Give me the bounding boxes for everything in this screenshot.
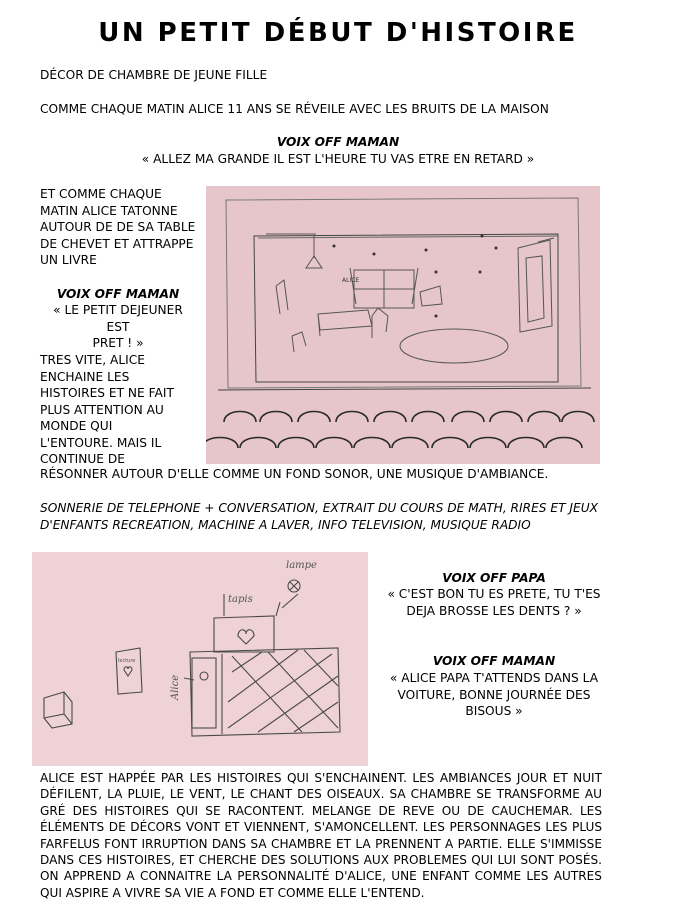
audience-head	[452, 412, 484, 423]
audience-head	[508, 438, 544, 449]
morning-line: COMME CHAQUE MATIN ALICE 11 ANS SE RÉVEILE AVEC LES BRUITS DE LA MAISON	[40, 102, 549, 116]
audience-head	[432, 438, 468, 449]
resonate-line: RÉSONNER AUTOUR D'ELLE COMME UN FOND SONOR, UNE MUSIQUE D'AMBIANCE.	[40, 467, 549, 481]
audience-head	[224, 412, 256, 423]
sound-list-line: D'ENFANTS RECREATION, MACHINE A LAVER, INFO TELEVISION, MUSIQUE RADIO	[40, 518, 531, 532]
alice-label: ALICE	[342, 277, 360, 284]
voice-off-papa-speaker: VOIX OFF PAPA	[442, 571, 546, 585]
page-title: UN PETIT DÉBUT D'HISTOIRE	[98, 18, 578, 48]
action-line: ET COMME CHAQUE	[40, 187, 162, 201]
voice-maman3-line: VOITURE, BONNE JOURNÉE DES	[397, 687, 591, 702]
bedroom-sketch-drawing	[32, 552, 368, 766]
audience-head	[354, 438, 390, 449]
action-paragraph	[40, 186, 196, 269]
audience-head	[206, 438, 238, 449]
audience-head	[562, 412, 594, 423]
alice-label: Alice	[170, 674, 181, 700]
final-paragraph: ALICE EST HAPPÉE PAR LES HISTOIRES QUI S'ENCHAINENT. LES AMBIANCES JOUR ET NUIT DÉFILENT, LA PLUIE, LE VENT, LE CHANT DES OISEAUX. SA CHAMBRE SE TRANSFORME AU GRÉ DES HISTOIRES QUI SE RACONTENT. MELANGE DE REVE OU DE CAUCHEMAR. LES ÉLÉMENTS DE DÉCORS VONT ET VIENNENT, S'AMONCELLENT. LES PERSONNAGES LES PLUS FARFELUS FONT IRRUPTION DANS SA CHAMBRE ET LA PRENNENT A PARTIE. ELLE S'IMMISSE DANS CES HISTOIRES, ET CHERCHE DES SOLUTIONS AUX PROBLEMES QUI LUI SONT POSÉS. ON APPREND A CONNAITRE LA PERSONNALITÉ D'ALICE, UNE ENFANT COMME LES AUTRES QUI ASPIRE A VIVRE SA VIE A FOND ET COMME ELLE L'ENTEND.	[40, 771, 602, 900]
voice-off-maman-line-1: « ALLEZ MA GRANDE IL EST L'HEURE TU VAS ETRE EN RETARD »	[141, 152, 535, 166]
voice-papa-line: DEJA BROSSE LES DENTS ? »	[406, 603, 582, 618]
voice-off-papa-lines	[380, 586, 608, 619]
audience-head	[316, 438, 352, 449]
stories-paragraph	[40, 352, 196, 468]
decor-line: DÉCOR DE CHAMBRE DE JEUNE FILLE	[40, 68, 268, 82]
stage-sketch-drawing	[206, 186, 600, 464]
audience-head	[412, 412, 444, 423]
voice-papa-line: « C'EST BON TU ES PRETE, TU T'ES	[387, 587, 601, 601]
audience-head	[392, 438, 428, 449]
stories-line: MONDE QUI	[40, 419, 113, 433]
voice-maman3-line: BISOUS »	[465, 704, 523, 718]
sound-list-line: SONNERIE DE TELEPHONE + CONVERSATION, EXTRAIT DU COURS DE MATH, RIRES ET JEUX	[40, 501, 598, 515]
voice2-line: PRET ! »	[92, 336, 144, 350]
voice-off-maman-speaker-3: VOIX OFF MAMAN	[432, 654, 556, 668]
audience-head	[470, 438, 506, 449]
audience-head	[260, 412, 292, 423]
audience-head	[374, 412, 406, 423]
voice-off-maman-speaker-1: VOIX OFF MAMAN	[276, 135, 400, 149]
voice-off-maman-lines-3	[380, 670, 608, 720]
action-line: MATIN ALICE TATONNE	[40, 203, 178, 218]
voice2-line: « LE PETIT DEJEUNER EST	[53, 303, 183, 334]
action-line: AUTOUR DE DE SA TABLE	[40, 220, 196, 234]
audience-head	[546, 438, 582, 449]
audience-head	[298, 412, 330, 423]
lampe-label: lampe	[286, 560, 317, 571]
stories-line: CONTINUE DE	[40, 452, 125, 466]
audience-head	[490, 412, 522, 423]
stories-line: ENCHAINE LES	[40, 369, 130, 384]
lecture-label: lecture	[118, 658, 136, 664]
bedroom-sketch-image	[32, 552, 368, 766]
audience-head	[240, 438, 276, 449]
stories-line: L'ENTOURE. MAIS IL	[40, 435, 162, 450]
audience-head	[528, 412, 560, 423]
tapis-label: tapis	[228, 594, 253, 605]
stage-sketch-image	[206, 186, 600, 464]
audience-arcs	[206, 412, 594, 449]
stories-line: PLUS ATTENTION AU	[40, 402, 164, 417]
action-line: UN LIVRE	[40, 253, 97, 267]
voice-off-maman-line-2	[40, 302, 196, 352]
audience-head	[336, 412, 368, 423]
stories-line: HISTOIRES ET NE FAIT	[40, 386, 174, 400]
stories-line: TRES VITE, ALICE	[40, 353, 145, 367]
voice-maman3-line: « ALICE PAPA T'ATTENDS DANS LA	[389, 671, 599, 685]
audience-head	[278, 438, 314, 449]
action-line: DE CHEVET ET ATTRAPPE	[40, 236, 194, 251]
voice-off-maman-speaker-2: VOIX OFF MAMAN	[56, 287, 180, 301]
